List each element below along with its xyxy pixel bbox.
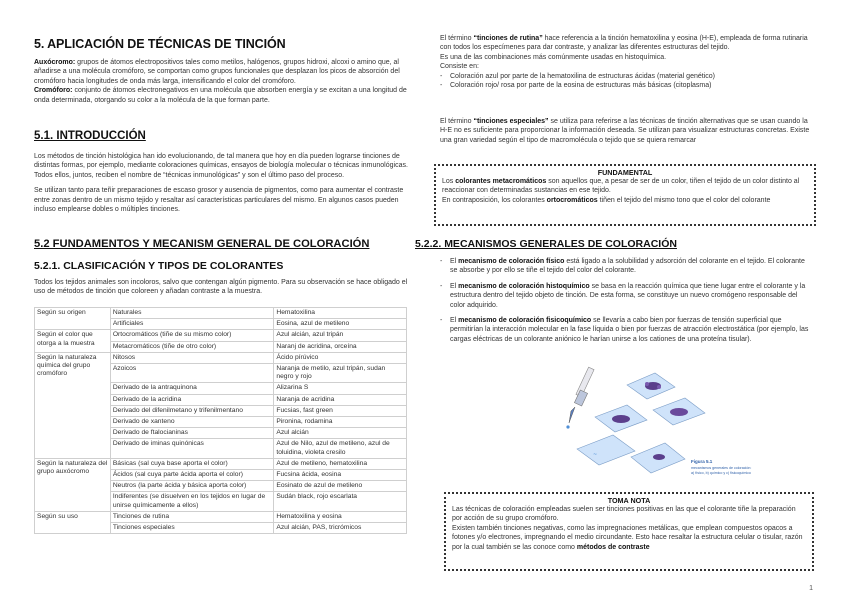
- table-example-cell: Fucsina ácida, eosina: [274, 470, 407, 481]
- list-item: - Coloración azul por parte de la hematoxilina de estructuras ácidas (material genético): [440, 72, 715, 80]
- table-example-cell: Azul alcián: [274, 428, 407, 439]
- table-type-cell: Indiferentes (se disuelven en los tejidos en lugar de unirse químicamente a ellos): [110, 492, 274, 511]
- table-example-cell: Naranj de acridina, orceína: [274, 341, 407, 352]
- intro-paragraph-3: Se utilizan tanto para teñir preparaciones de escaso grosor y ausencia de pigmentos, como para aumentar el contraste entre zonas dentro de un mismo tejido y resaltar así características particulares del mismo. En algunos casos pueden incluso emplearse dobles o múltiples tinciones.: [34, 187, 404, 214]
- slide-physicochemical: [577, 435, 685, 473]
- cromoforo-term: Cromóforo:: [34, 87, 73, 95]
- box1-text-c: En contraposición, los colorantes: [442, 196, 547, 204]
- table-row: [35, 330, 407, 341]
- table-type-cell: Básicas (sal cuya base aporta el color): [110, 458, 274, 469]
- table-example-cell: Naranja de metilo, azul tripán, sudan negro y rojo: [274, 364, 407, 383]
- clasificacion-paragraph-block: [34, 278, 408, 297]
- especiales-text-b: se utiliza para referirse a las técnicas de tinción alternativas que se usan cuando la H-E no es suficiente para proporcionar la información deseada. Se utilizan para visualizar estructuras concretas. Existe una gran variedad según el tipo de macromolécula o tejido que se quiera remarcar: [440, 118, 810, 144]
- he-list: [440, 72, 814, 91]
- m2-text-b: se basa en la reacción química que tiene lugar entre el colorante y la estructura dentro del tejido objeto de tinción. De esta forma, se constituye un nuevo cromógeno responsable del color adquirido.: [450, 282, 806, 309]
- toma-nota-box: [444, 492, 814, 571]
- m1-text-b: está ligado a la solubilidad y adsorción del colorante en el tejido. El colorante se absorbe y por ello se tiñe el tejido del color del colorante.: [450, 258, 805, 275]
- table-row: [35, 308, 407, 319]
- table-example-cell: Alizarina S: [274, 383, 407, 394]
- table-example-cell: Eosinato de azul de metileno: [274, 481, 407, 492]
- table-row: [35, 352, 407, 363]
- table-type-cell: Derivado de iminas quinónicas: [110, 439, 274, 458]
- fundamental-note-box: [434, 164, 816, 226]
- box1-term-meta: colorantes metacromáticos: [455, 178, 547, 185]
- toma-nota-text: Existen también tinciones negativas, como las impregnaciones metálicas, que emplean compuestos opacos a fotones y/o electrones, impregnando el medio circundante. Esto hace resaltar la estructura celular o tisular, razón por la cual también se las conoce como: [452, 524, 803, 551]
- table-example-cell: Azul de metileno, hematoxilina: [274, 458, 407, 469]
- consiste-paragraph: Consiste en:: [440, 63, 479, 71]
- slide-chemical: [595, 398, 705, 432]
- fundamental-title: FUNDAMENTAL: [597, 168, 653, 177]
- list-item-text: Coloración rojo/ rosa por parte de la eosina de estructuras más básicas (citoplasma): [450, 82, 712, 90]
- definitions-block: [34, 58, 408, 105]
- colorant-classification-table: [34, 307, 407, 534]
- list-item: - El mecanismo de coloración físico está ligado a la solubilidad y adsorción del colorante en el tejido. El colorante se absorbe y por ello se tiñe el tejido del color del colorante.: [440, 258, 805, 275]
- page-number: 1: [809, 585, 813, 592]
- intro-paragraph-1: Los métodos de tinción histológica han ido evolucionando, de tal manera que hoy en día pueden lograrse tinciones de distintas formas, por ejemplo, mediante coloraciones químicas, ensayos de biología molecular o técnicas inmunológicas.: [34, 153, 408, 170]
- box1-text-b: son aquellos que, a pesar de ser de un color, tiñen el tejido de un color distinto al reaccionar con determinadas sustancias en ese tejido.: [442, 178, 800, 195]
- mecanismos-heading: [415, 238, 677, 250]
- table-example-cell: Azul de Nilo, azul de metileno, azul de toluidina, violeta cresilo: [274, 439, 407, 458]
- list-item-text: Coloración azul por parte de la hematoxilina de estructuras ácidas (material genético): [450, 72, 715, 80]
- table-example-cell: Ácido pírúvico: [274, 352, 407, 363]
- combinaciones-paragraph: Es una de las combinaciones más comúnmente usadas en histoquímica.: [440, 53, 667, 61]
- table-type-cell: Derivado de la acridina: [110, 394, 274, 405]
- clasificacion-heading: 5.2.1. CLASIFICACIÓN Y TIPOS DE COLORANTES: [34, 260, 284, 272]
- m1-text-a: El: [450, 258, 459, 265]
- table-category-cell: Según la naturaleza del grupo auxócromo: [35, 458, 111, 511]
- intro-paragraph-2: Todos ellos, juntos, reciben el nombre de “técnicas inmunológicas” y son el último paso del proceso.: [34, 171, 345, 179]
- page-title: 5. APLICACIÓN DE TÉCNICAS DE TINCIÓN: [34, 37, 286, 51]
- table-category-cell: Según el color que otorga a la muestra: [35, 330, 111, 352]
- table-type-cell: Tinciones especiales: [110, 523, 274, 534]
- table-type-cell: Ácidos (sal cuya parte ácida aporta el color): [110, 470, 274, 481]
- auxocromo-definition: [34, 58, 408, 86]
- figure-caption-line1: mecanismos generales de coloración:: [691, 466, 752, 470]
- table-body: [35, 308, 407, 534]
- auxocromo-text: grupos de átomos electropositivos tales como metilos, halógenos, grupos hidroxi, alcoxi o amino que, al añadirse a una molécula cromóforo, se comportan como grupos funcionales que desplazan los picos de absorción del cromóforo hacia longitudes de onda más larga, intensificando el color del cromóforo.: [34, 59, 400, 85]
- fundamentos-heading: [34, 238, 369, 250]
- table-type-cell: Derivado de xanteno: [110, 417, 274, 428]
- toma-nota-paragraph-1: Las técnicas de coloración empleadas suelen ser tinciones positivas en las que el colorante tiñe la preparación por acción de su grupo cromóforo.: [452, 506, 796, 523]
- fundamentos-heading-text: 5.2 FUNDAMENTOS Y MECANISM GENERAL DE COLORACIÓN: [34, 238, 370, 250]
- toma-nota-title: TOMA NOTA: [607, 496, 651, 505]
- table-category-cell: Según su uso: [35, 511, 111, 533]
- toma-nota-term: métodos de contraste: [576, 543, 650, 551]
- figure-caption-line2: a) físico, b) químico y c) fisicoquímico: [691, 471, 751, 475]
- rutina-term: “tinciones de rutina”: [473, 35, 543, 42]
- m3-text-b: se llevaría a cabo bien por fuerzas de tensión superficial que permitirían la interacción molecular en la fase líquida o bien por fuerzas de atracción electrostática (por ejemplo, las cargas eléctricas de un colorante aniónico le harían unirse a los cationes de una proteína tisular).: [450, 317, 809, 343]
- table-type-cell: Metacromáticos (tiñe de otro color): [110, 341, 274, 352]
- box1-text-d: tiñen el tejido del mismo tono que el color del colorante: [597, 196, 771, 204]
- especiales-paragraph: [440, 117, 814, 145]
- table-example-cell: Sudán black, rojo escarlata: [274, 492, 407, 511]
- m2-text-a: El: [450, 282, 459, 290]
- intro-heading: [34, 130, 146, 142]
- metacromaticos-paragraph: [442, 177, 808, 196]
- intro-block: [34, 152, 408, 214]
- table-type-cell: Derivado del difenilmetano y trifenilmentano: [110, 405, 274, 416]
- table-example-cell: Eosina, azul de metileno: [274, 319, 407, 330]
- slide-physical: [627, 373, 675, 399]
- pipette-illustration: [566, 367, 594, 428]
- rutina-block: [440, 34, 814, 90]
- table-type-cell: Neutros (la parte ácida y básica aporta color): [110, 481, 274, 492]
- especiales-block: [440, 117, 814, 145]
- table-row: [35, 511, 407, 522]
- list-item: - El mecanismo de coloración histoquímico se basa en la reacción química que tiene lugar entre el colorante y la estructura dentro del tejido objeto de tinción. De esta forma, se constituye un nuevo cromógeno responsable del color adquirido.: [440, 282, 806, 309]
- figure-caption-title: Figura 5.1: [691, 459, 713, 464]
- table-example-cell: Azul alcián, azul tripán: [274, 330, 407, 341]
- especiales-term: “tinciones especiales”: [473, 118, 549, 125]
- table-type-cell: Ortocromáticos (tiñe de su mismo color): [110, 330, 274, 341]
- box1-text-a: Los: [442, 178, 456, 185]
- table-example-cell: Fucsias, fast green: [274, 405, 407, 416]
- mecanismos-block: [440, 257, 814, 344]
- staining-mechanisms-figure: [535, 365, 752, 490]
- table-type-cell: Derivado de la antraquinona: [110, 383, 274, 394]
- table-example-cell: Azul alcián, PAS, tricrómicos: [274, 523, 407, 534]
- rutina-text-b: hace referencia a la tinción hematoxilina y eosina (H-E), empleada de forma rutinaria con todos los especímenes para dar contraste, y analizar las diferentes estructuras del tejido.: [440, 35, 808, 52]
- table-type-cell: Tinciones de rutina: [110, 511, 274, 522]
- mecanismos-heading-text: 5.2.2. MECANISMOS GENERALES DE COLORACIÓN: [415, 238, 677, 250]
- svg-text:~: ~: [593, 452, 598, 458]
- m3-text-a: El: [450, 317, 459, 325]
- table-example-cell: Naranja de acridina: [274, 394, 407, 405]
- rutina-text-a: El término: [440, 35, 474, 42]
- mecanismos-list: [440, 257, 814, 344]
- table-type-cell: Artificiales: [110, 319, 274, 330]
- box1-term-orto: ortocromáticos: [546, 196, 598, 204]
- intro-heading-text: 5.1. INTRODUCCIÓN: [34, 130, 146, 142]
- toma-nota-paragraph-2: [452, 524, 806, 552]
- table-example-cell: Hematoxilina y eosina: [274, 511, 407, 522]
- table-example-cell: Pironina, rodamina: [274, 417, 407, 428]
- table-type-cell: Naturales: [110, 308, 274, 319]
- auxocromo-term: Auxócromo:: [34, 59, 76, 66]
- table-example-cell: Hematoxilina: [274, 308, 407, 319]
- cromoforo-definition: [34, 86, 408, 105]
- clasificacion-paragraph: Todos los tejidos animales son incoloros, salvo que contengan algún pigmento. Para su observación se hace obligado el uso de métodos de tinción que coloreen y añadan contraste a la muestra.: [34, 279, 408, 296]
- rutina-paragraph: [440, 34, 814, 53]
- cromoforo-text: conjunto de átomos electronegativos en una molécula que absorben energía y se excitan a una longitud de onda determinada, otorgando su color a la molécula de la que forman parte.: [34, 87, 407, 104]
- table-type-cell: Azoicos: [110, 364, 274, 383]
- ortocromaticos-paragraph: [442, 196, 808, 205]
- table-type-cell: Derivado de ftalocianinas: [110, 428, 274, 439]
- table-row: [35, 458, 407, 469]
- m1-term: mecanismo de coloración físico: [458, 258, 565, 265]
- especiales-text-a: El término: [440, 118, 474, 125]
- m3-term: mecanismo de coloración fisicoquímico: [458, 317, 592, 325]
- list-item: - Coloración rojo/ rosa por parte de la eosina de estructuras más básicas (citoplasma): [440, 82, 712, 90]
- list-item: - El mecanismo de coloración fisicoquímico se llevaría a cabo bien por fuerzas de tensión superficial que permitirían la interacción molecular en la fase líquida o bien por fuerzas de atracción electrostática (por ejemplo, las cargas eléctricas de un colorante aniónico le harían unirse a los cationes de una proteína tisular).: [440, 317, 809, 343]
- table-category-cell: Según su origen: [35, 308, 111, 330]
- table-category-cell: Según la naturaleza química del grupo cromóforo: [35, 352, 111, 458]
- m2-term: mecanismo de coloración histoquímico: [458, 282, 590, 290]
- table-type-cell: Nitosos: [110, 352, 274, 363]
